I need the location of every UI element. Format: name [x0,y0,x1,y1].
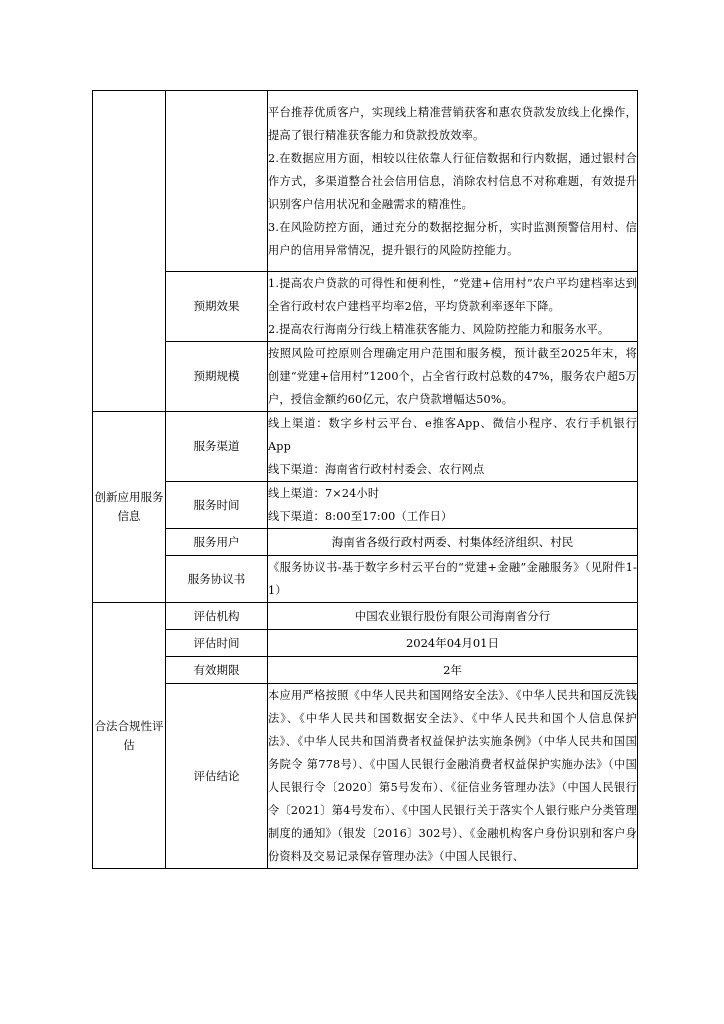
table-row [93,657,638,684]
effect-para: 2.提高农行海南分行线上精准获客能力、风险防控能力和服务水平。 [268,323,610,336]
org-value: 中国农业银行股份有限公司海南省分行 [268,603,638,630]
time-cell [268,482,638,529]
time-offline: 线下渠道：8:00至17:00（工作日） [268,510,453,523]
date-value: 2024年04月01日 [268,630,638,657]
table-row [93,272,638,342]
info-table [92,90,638,869]
agreement-text: 《服务协议书-基于数字乡村云平台的“党建+金融”金融服务》（见附件1-1） [268,561,637,597]
continuation-cell [268,91,638,272]
table-row [93,342,638,412]
users-cell: 海南省各级行政村两委、村集体经济组织、村民 [268,529,638,556]
expected-scale-label: 预期规模 [166,342,268,412]
continuation-para: 3.在风险防控方面，通过充分的数据挖掘分析，实时监测预警信用村、信用户的信用异常情况，提升银行的风险防控能力。 [268,220,637,257]
table-row [93,630,638,657]
channel-offline: 线下渠道：海南省行政村村委会、农行网点 [268,463,485,476]
conclusion-text: 本应用严格按照《中华人民共和国网络安全法》、《中华人民共和国反洗钱法》、《中华人民共和国数据安全法》、《中华人民共和国个人信息保护法》、《中华人民共和国消费者权益保护法实施条例》（中华人民共和国国务院令 第778号）、《中国人民银行金融消费者权益保护实施办法》（中国人民银行令〔2020〕第5号发布）、《征信业务管理办法》（中国人民银行令〔2021〕第4号发布）、《中国人民银行关于落实个人银行账户分类管理制度的通知》（银发〔2016〕302号）、《金融机构客户身份识别和客户身份资料及交易记录保存管理办法》（中国人民银行、 [268,689,637,863]
conclusion-cell [268,684,638,869]
date-label: 评估时间 [166,630,268,657]
agreement-cell [268,556,638,603]
empty-label-cell [166,91,268,272]
channel-cell [268,412,638,482]
time-online: 线上渠道：7×24小时 [268,487,380,500]
scale-para: 按照风险可控原则合理确定用户范围和服务模，预计截至2025年末，将创建“党建+信用村”1200个，占全省行政村总数的47%，服务农户超5万户，授信金额约60亿元，农户贷款增幅达50%。 [268,347,637,406]
table-row [93,603,638,630]
table-row [93,412,638,482]
time-label: 服务时间 [166,482,268,529]
continuation-para: 2.在数据应用方面，相较以往依靠人行征信数据和行内数据，通过银村合作方式，多渠道整合社会信用信息，消除农村信息不对称难题，有效提升识别客户信用状况和金融需求的精准性。 [268,151,637,211]
org-label: 评估机构 [166,603,268,630]
validity-label: 有效期限 [166,657,268,684]
service-category: 创新应用服务信息 [93,412,166,603]
conclusion-label: 评估结论 [166,684,268,869]
compliance-category: 合法合规性评估 [93,603,166,869]
effect-para: 1.提高农户贷款的可得性和便利性，“党建+信用村”农户平均建档率达到全省行政村农户建档平均率2倍，平均贷款利率逐年下降。 [268,277,637,313]
table-row [93,529,638,556]
table-row [93,556,638,603]
channel-label: 服务渠道 [166,412,268,482]
agreement-label: 服务协议书 [166,556,268,603]
expected-effect-label: 预期效果 [166,272,268,342]
expected-effect-cell [268,272,638,342]
channel-online: 线上渠道：数字乡村云平台、e推客App、微信小程序、农行手机银行App [268,417,637,453]
expected-scale-cell [268,342,638,412]
users-label: 服务用户 [166,529,268,556]
empty-category-cell [93,91,166,412]
table-row [93,684,638,869]
table-row [93,91,638,272]
continuation-para: 平台推荐优质客户，实现线上精准营销获客和惠农贷款发放线上化操作，提高了银行精准获客能力和贷款投放效率。 [268,105,637,142]
validity-value: 2年 [268,657,638,684]
table-row [93,482,638,529]
